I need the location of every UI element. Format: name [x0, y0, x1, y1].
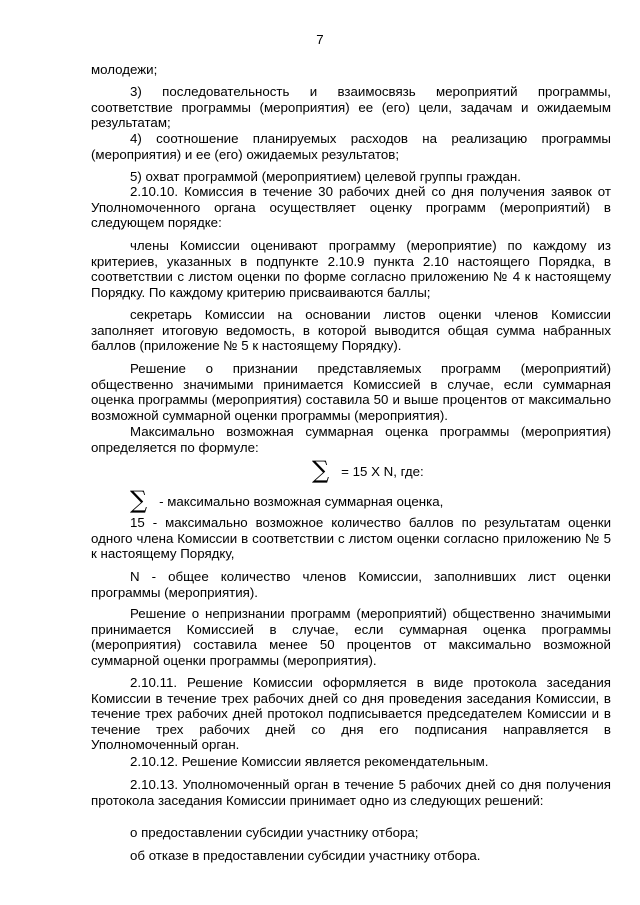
sigma-symbol: ∑	[312, 456, 330, 484]
paragraph-refuse-subsidy: об отказе в предоставлении субсидии участнику отбора.	[130, 848, 481, 863]
paragraph-max-score-intro: Максимально возможная суммарная оценка программы (мероприятия) определяется по формуле:	[91, 424, 611, 455]
paragraph-criterion-5: 5) охват программой (мероприятием) целевой группы граждан.	[130, 169, 521, 184]
paragraph-non-recognition: Решение о непризнании программ (мероприятий) общественно значимыми принимается Комиссией в случае, если суммарная оценка программы (мероприятия) составила менее 50 процентов от максимально возможной суммарной оценки программы (мероприятия).	[91, 606, 611, 668]
paragraph-2-10-12: 2.10.12. Решение Комиссии является рекомендательным.	[130, 754, 489, 769]
formula-expression: = 15 X N, где:	[341, 464, 424, 479]
paragraph-secretary: секретарь Комиссии на основании листов оценки членов Комиссии заполняет итоговую ведомость, в которой выводится общая сумма набранных баллов (приложение № 5 к настоящему Порядку).	[91, 307, 611, 354]
formula-legend-text: - максимально возможная суммарная оценка,	[159, 494, 444, 509]
formula	[312, 458, 424, 482]
paragraph-youth-end: молодежи;	[91, 62, 158, 77]
paragraph-2-10-10: 2.10.10. Комиссия в течение 30 рабочих дней со дня получения заявок от Уполномоченного органа осуществляет оценку программ (мероприятий) в следующем порядке:	[91, 184, 611, 231]
paragraph-grant-subsidy: о предоставлении субсидии участнику отбора;	[130, 825, 419, 840]
paragraph-recognition-decision: Решение о признании представляемых программ (мероприятий) общественно значимыми принимается Комиссией в случае, если суммарная оценка программы (мероприятия) составила 50 и выше процентов от максимально возможной суммарной оценки программы (мероприятия).	[91, 361, 611, 423]
paragraph-n-members: N - общее количество членов Комиссии, заполнивших лист оценки программы (мероприятия).	[91, 569, 611, 600]
formula-legend	[130, 488, 443, 512]
paragraph-2-10-11: 2.10.11. Решение Комиссии оформляется в виде протокола заседания Комиссии в течение трех рабочих дней со дня проведения заседания Комиссии, в течение трех рабочих дней протокол подписывается председателем Комиссии и в течение трех рабочих дней со дня его подписания направляется в Уполномоченный орган.	[91, 675, 611, 753]
paragraph-2-10-13: 2.10.13. Уполномоченный орган в течение 5 рабочих дней со дня получения протокола заседания Комиссии принимает одно из следующих решений:	[91, 777, 611, 808]
paragraph-members-evaluate: члены Комиссии оценивают программу (мероприятие) по каждому из критериев, указанных в подпункте 2.10.9 пункта 2.10 настоящего Порядка, в соответствии с листом оценки по форме согласно приложению № 4 к настоящему Порядку. По каждому критерию присваиваются баллы;	[91, 238, 611, 300]
paragraph-15-points: 15 - максимально возможное количество баллов по результатам оценки одного члена Комиссии в соответствии с листом оценки согласно приложению № 5 к настоящему Порядку,	[91, 515, 611, 562]
paragraph-criterion-3: 3) последовательность и взаимосвязь мероприятий программы, соответствие программы (мероприятия) ее (его) цели, задачам и ожидаемым результатам;	[91, 84, 611, 131]
page-number: 7	[316, 32, 324, 47]
sigma-symbol-legend: ∑	[130, 486, 148, 514]
paragraph-criterion-4: 4) соотношение планируемых расходов на реализацию программы (мероприятия) и ее (его) ожидаемых результатов;	[91, 131, 611, 162]
